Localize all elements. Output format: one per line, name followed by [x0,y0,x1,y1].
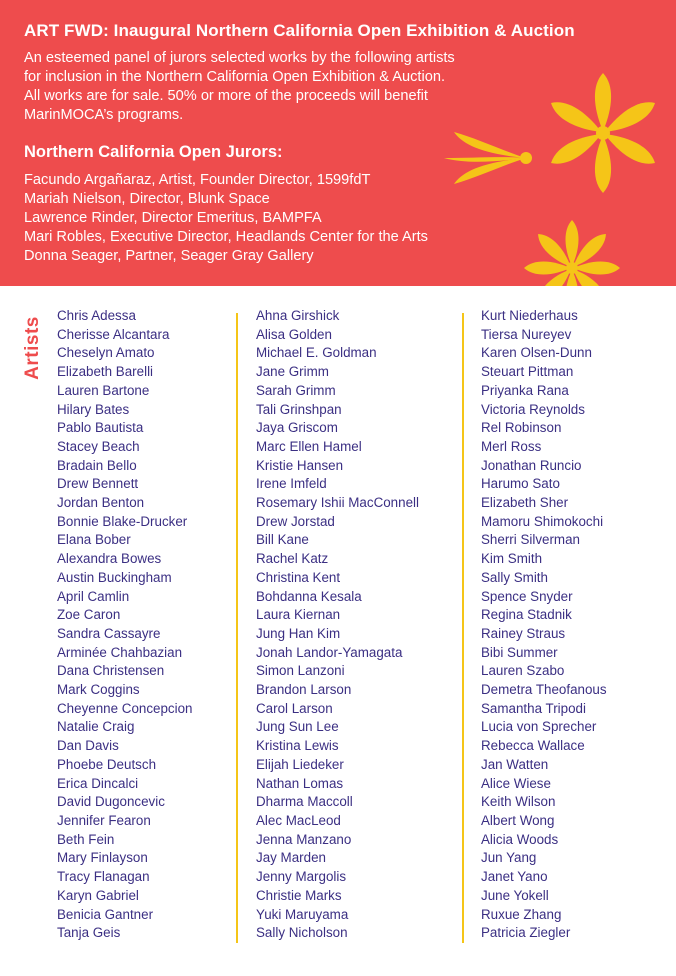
artist-name: Pablo Bautista [57,420,144,436]
artist-name: Jay Marden [256,850,326,866]
artist-name: Marc Ellen Hamel [256,438,362,454]
artist-name: Rainey Straus [481,625,566,641]
artist-name: Jun Yang [481,850,537,866]
artist-name: Bill Kane [256,532,309,548]
artist-name: Arminée Chahbazian [57,644,183,660]
artist-name: Austin Buckingham [57,569,172,585]
artist-name: Benicia Gantner [57,906,154,922]
artist-name: Simon Lanzoni [256,663,345,679]
artist-name: Lauren Bartone [57,382,150,398]
artist-name: Nathan Lomas [256,775,344,791]
juror-item: Mariah Nielson, Director, Blunk Space [24,191,270,207]
artist-name: Alisa Golden [256,326,332,342]
artist-name: Rosemary Ishii MacConnell [256,495,419,511]
artist-name: Steuart Pittman [481,364,574,380]
artist-name: Bibi Summer [481,644,558,660]
artist-name: Sarah Grimm [256,382,336,398]
artist-column-2 [256,307,419,943]
artist-name: Dana Christensen [57,663,165,679]
artist-name: Elana Bober [57,532,131,548]
artist-name: Sherri Silverman [481,532,580,548]
artist-name: Carol Larson [256,700,333,716]
artist-name: Spence Snyder [481,588,573,604]
artist-name: Alec MacLeod [256,812,341,828]
artist-name: Jenna Manzano [256,831,352,847]
artist-name: Regina Stadnik [481,607,572,623]
artist-name: Rebecca Wallace [481,738,585,754]
artist-name: Kristie Hansen [256,457,344,473]
artist-name: Dan Davis [57,738,119,754]
artist-name: Jennifer Fearon [57,812,151,828]
artist-name: Rel Robinson [481,420,562,436]
artist-name: Karen Olsen-Dunn [481,345,592,361]
artist-name: Beth Fein [57,831,115,847]
juror-item: Mari Robles, Executive Director, Headlands Center for the Arts [24,229,428,245]
artist-name: Cheselyn Amato [57,345,155,361]
artist-name: Erica Dincalci [57,775,139,791]
artist-name: Tanja Geis [57,925,121,941]
artist-name: Jonah Landor-Yamagata [256,644,403,660]
artist-name: Stacey Beach [57,438,140,454]
artist-name: Alexandra Bowes [57,551,162,567]
banner-text [24,20,624,266]
artist-column-3 [481,307,607,943]
artist-name: April Camlin [57,588,130,604]
intro-line: All works are for sale. 50% or more of the proceeds will benefit [24,88,428,104]
artist-name: Sally Smith [481,569,548,585]
page-title: ART FWD: Inaugural Northern California Open Exhibition & Auction [24,21,575,40]
artist-name: Janet Yano [481,869,548,885]
artist-name: Cheyenne Concepcion [57,700,193,716]
artist-name: Ruxue Zhang [481,906,562,922]
intro-line: An esteemed panel of jurors selected works by the following artists [24,50,455,66]
artist-name: Tali Grinshpan [256,401,342,417]
artist-name: Demetra Theofanous [481,682,607,698]
artist-name: Tiersa Nureyev [481,326,572,342]
artist-name: Kim Smith [481,551,543,567]
artist-name: Elizabeth Barelli [57,364,154,380]
header-banner [0,0,676,286]
artist-name: Jenny Margolis [256,869,347,885]
juror-item: Donna Seager, Partner, Seager Gray Gallery [24,248,314,264]
artist-name: Michael E. Goldman [256,345,377,361]
artist-name: Jane Grimm [256,364,329,380]
column-divider [462,313,464,943]
artist-name: Cherisse Alcantara [57,326,170,342]
artist-name: Alice Wiese [481,775,551,791]
artist-name: Merl Ross [481,438,542,454]
artist-name: Yuki Maruyama [256,906,349,922]
artist-name: Zoe Caron [57,607,121,623]
artist-name: David Dugoncevic [57,794,165,810]
artist-name: Sally Nicholson [256,925,348,941]
jurors-heading: Northern California Open Jurors: [24,143,283,161]
artist-name: Irene Imfeld [256,476,327,492]
artist-name: Christie Marks [256,887,342,903]
artist-name: Bohdanna Kesala [256,588,362,604]
artist-name: Albert Wong [481,812,555,828]
artist-column-1 [57,307,193,943]
artist-name: Drew Jorstad [256,513,335,529]
artist-name: Elijah Liedeker [256,756,344,772]
juror-item: Lawrence Rinder, Director Emeritus, BAMPFA [24,210,322,226]
artist-name: Alicia Woods [481,831,559,847]
artist-name: Harumo Sato [481,476,560,492]
artist-name: Laura Kiernan [256,607,341,623]
artist-name: Christina Kent [256,569,341,585]
artist-name: Jung Sun Lee [256,719,339,735]
artist-name: Hilary Bates [57,401,130,417]
intro-line: MarinMOCA’s programs. [24,107,184,123]
artist-name: Bonnie Blake-Drucker [57,513,188,529]
artist-name: Ahna Girshick [256,308,340,323]
artist-name: Keith Wilson [481,794,556,810]
artist-name: Jonathan Runcio [481,457,582,473]
artist-name: Priyanka Rana [481,382,569,398]
artist-name: Patricia Ziegler [481,925,571,941]
artist-name: Mary Finlayson [57,850,148,866]
artist-name: Natalie Craig [57,719,135,735]
jurors-list [24,171,624,266]
artist-name: Rachel Katz [256,551,329,567]
artist-name: Jaya Griscom [256,420,338,436]
artist-name: Phoebe Deutsch [57,756,157,772]
artist-name: Mamoru Shimokochi [481,513,604,529]
artist-name: Karyn Gabriel [57,887,139,903]
artist-name: Jung Han Kim [256,625,341,641]
artist-name: June Yokell [481,887,549,903]
artist-name: Sandra Cassayre [57,625,161,641]
artist-name: Drew Bennett [57,476,139,492]
intro-paragraph [24,49,544,125]
artist-name: Bradain Bello [57,457,137,473]
artist-name: Brandon Larson [256,682,352,698]
artist-name: Lucia von Sprecher [481,719,597,735]
artist-name: Chris Adessa [57,308,136,323]
artist-name: Tracy Flanagan [57,869,150,885]
artist-name: Kurt Niederhaus [481,308,578,323]
artist-name: Lauren Szabo [481,663,565,679]
artist-name: Jordan Benton [57,495,145,511]
artist-name: Samantha Tripodi [481,700,586,716]
artist-name: Kristina Lewis [256,738,339,754]
artists-section-label: Artists [22,316,43,380]
column-divider [236,313,238,943]
juror-item: Facundo Argañaraz, Artist, Founder Director, 1599fdT [24,172,371,188]
artist-name: Elizabeth Sher [481,495,569,511]
artist-name: Dharma Maccoll [256,794,353,810]
artist-name: Mark Coggins [57,682,140,698]
intro-line: for inclusion in the Northern California Open Exhibition & Auction. [24,69,446,85]
artist-name: Victoria Reynolds [481,401,585,417]
artist-name: Jan Watten [481,756,549,772]
